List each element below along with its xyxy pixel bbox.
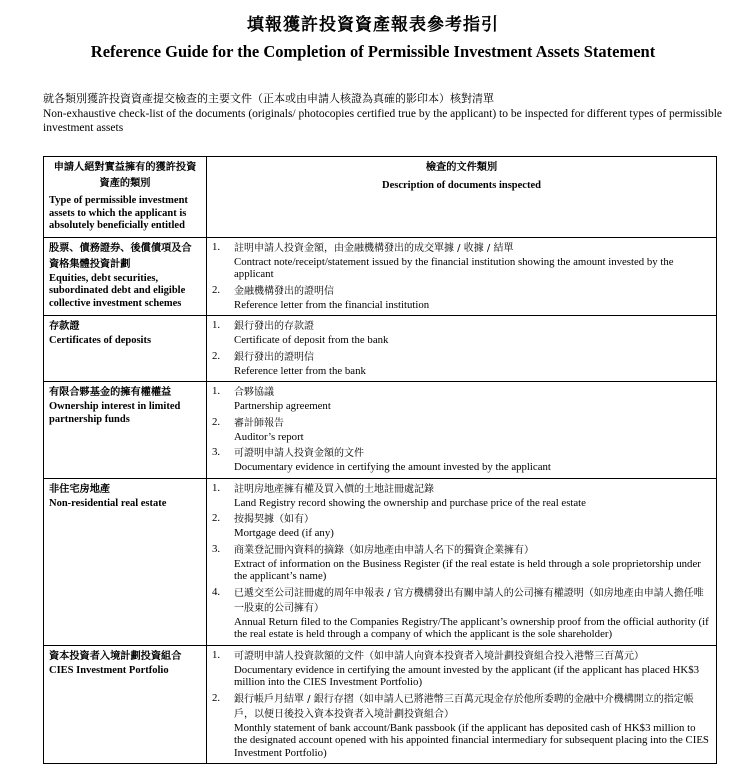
document-text-zh: 可證明申請人投資款額的文件（如申請人向資本投資者入境計劃投資組合投入港幣三百萬元） (234, 650, 644, 662)
asset-type-en: Equities, debt securities, subordinated debt and eligible collective investment schemes (49, 272, 186, 309)
document-text-en: Mortgage deed (if any) (234, 527, 334, 539)
intro-text-zh: 就各類別獲許投資資產提交檢查的主要文件（正本或由申請人核證為真確的影印本）核對清單 (43, 92, 494, 105)
document-item (212, 512, 711, 540)
document-number: 2. (212, 349, 221, 362)
table-header-row (44, 157, 717, 238)
asset-type-en: CIES Investment Portfolio (49, 664, 169, 676)
document-text-en: Partnership agreement (234, 400, 331, 412)
document-text-zh: 商業登記冊內資料的摘錄（如房地產由申請人名下的獨資企業擁有） (234, 544, 534, 556)
document-item (212, 649, 711, 689)
document-text (234, 512, 711, 540)
document-text-zh: 金融機構發出的證明信 (234, 285, 334, 297)
document-item (212, 543, 711, 583)
table-row (44, 478, 717, 645)
asset-type-cell (44, 382, 207, 479)
document-item (212, 241, 711, 281)
document-text (234, 543, 711, 583)
header-type-en: Type of permissible investment assets to which the applicant is absolutely beneficially entitled (49, 195, 188, 231)
document-text-zh: 審計師報告 (234, 417, 284, 429)
document-number: 1. (212, 385, 221, 397)
document-text-zh: 已遞交至公司註冊處的周年申報表 / 官方機構發出有關申請人的公司擁有權證明（如房地產由申請人擔任唯一股東的公司擁有） (234, 587, 704, 614)
document-item (212, 446, 711, 474)
document-text-en: Reference letter from the bank (234, 364, 366, 377)
document-text (234, 319, 711, 347)
document-text-en: Documentary evidence in certifying the amount invested by the applicant (234, 461, 551, 473)
asset-type-zh: 股票、債務證券、後償債項及合資格集體投資計劃 (49, 242, 192, 270)
document-number: 2. (212, 512, 221, 524)
documents-cell (207, 645, 717, 764)
document-text (234, 586, 711, 641)
document-item (212, 692, 711, 760)
document-text-zh: 合夥協議 (234, 387, 274, 398)
document-text-en: Land Registry record showing the ownership and purchase price of the real estate (234, 496, 586, 509)
document-text-zh: 按揭契據（如有） (234, 514, 314, 525)
document-text (234, 446, 711, 474)
document-text-en: Reference letter from the financial institution (234, 298, 430, 311)
document-item (212, 319, 711, 347)
checklist-table (43, 156, 717, 764)
table-row (44, 237, 717, 316)
document-text-en: Extract of information on the Business Register (if the real estate is held through a sole proprietorship under the applicant’s name) (234, 557, 701, 582)
document-number: 2. (212, 415, 221, 428)
asset-type-en: Ownership interest in limited partnership funds (49, 401, 181, 425)
document-text (234, 284, 711, 312)
documents-cell (207, 237, 717, 316)
document-number: 4. (212, 585, 221, 598)
document-text-zh: 銀行發出的證明信 (234, 351, 314, 363)
document-text-en: Contract note/receipt/statement issued by the financial institution showing the amount invested by the applicant (234, 255, 674, 280)
document-text-en: Documentary evidence in certifying the amount invested by the applicant (if the applicant has placed HK$3 million into the CIES Investment Portfolio) (234, 663, 700, 688)
document-text-en: Auditor’s report (234, 430, 304, 443)
document-item (212, 586, 711, 641)
intro-text-en: Non-exhaustive check-list of the documents (originals/ photocopies certified true by the applicant) to be inspected for different types of permissible investment assets (43, 108, 723, 134)
header-docs-cell (207, 157, 717, 238)
page-title-en: Reference Guide for the Completion of Permissible Investment Assets Statement (90, 42, 656, 61)
document-text-en: Monthly statement of bank account/Bank passbook (if the applicant has deposited cash of HK$3 million to the designated account opened with his appointed financial intermediary for subsequent placing into the CIES Investment Portfolio) (234, 721, 709, 759)
document-text-zh: 註明房地產擁有權及買入價的土地註冊處記錄 (234, 483, 434, 495)
document-item (212, 284, 711, 312)
documents-cell (207, 382, 717, 479)
document-text-zh: 可證明申請人投資金額的文件 (234, 448, 364, 459)
asset-type-zh: 資本投資者入境計劃投資組合 (49, 650, 182, 662)
asset-type-cell (44, 237, 207, 316)
asset-type-zh: 非住宅房地產 (49, 483, 111, 495)
document-number: 3. (212, 542, 221, 555)
document-number: 1. (212, 319, 221, 331)
document-text (234, 416, 711, 444)
document-number: 3. (212, 446, 221, 458)
page-title-zh: 填報獲許投資資產報表參考指引 (247, 15, 499, 35)
table-row (44, 645, 717, 764)
header-type-cell (44, 157, 207, 238)
document-number: 1. (212, 481, 221, 494)
document-text (234, 241, 711, 281)
header-docs-en: Description of documents inspected (382, 180, 541, 191)
document-item (212, 416, 711, 444)
document-number: 1. (212, 648, 221, 661)
document-text (234, 350, 711, 378)
document-text-zh: 銀行發出的存款證 (234, 321, 314, 332)
documents-cell (207, 478, 717, 645)
document-text (234, 649, 711, 689)
document-item (212, 482, 711, 510)
asset-type-en: Certificates of deposits (49, 335, 152, 346)
document-text-en: Certificate of deposit from the bank (234, 334, 389, 346)
document-text (234, 482, 711, 510)
document-number: 2. (212, 691, 221, 704)
document-text-zh: 註明申請人投資金額，由金融機構發出的成交單據 / 收據 / 結單 (234, 242, 514, 254)
document-item (212, 350, 711, 378)
documents-cell (207, 316, 717, 382)
header-docs-zh: 檢查的文件類別 (425, 162, 498, 173)
document-text (234, 385, 711, 413)
document-text-en: Annual Return filed to the Companies Registry/The applicant’s ownership proof from the official authority (if the real estate is held through a company of which the applicant is the sole shareholder) (234, 615, 709, 640)
asset-type-cell (44, 645, 207, 764)
document-item (212, 385, 711, 413)
asset-type-cell (44, 316, 207, 382)
document-number: 2. (212, 283, 221, 296)
table-row (44, 316, 717, 382)
document-number: 1. (212, 240, 221, 253)
table-row (44, 382, 717, 479)
asset-type-cell (44, 478, 207, 645)
asset-type-zh: 存款證 (49, 321, 80, 332)
document-text-zh: 銀行帳戶月結單 / 銀行存摺（如申請人已將港幣三百萬元現金存於他所委聘的金融中介機構開立的指定帳戶，以便日後投入資本投資者入境計劃投資組合） (234, 693, 694, 720)
header-type-zh: 申請人絕對實益擁有的獲許投資資產的類別 (53, 162, 197, 189)
document-text (234, 692, 711, 760)
asset-type-en: Non-residential real estate (49, 497, 167, 509)
asset-type-zh: 有限合夥基金的擁有權權益 (49, 387, 172, 398)
